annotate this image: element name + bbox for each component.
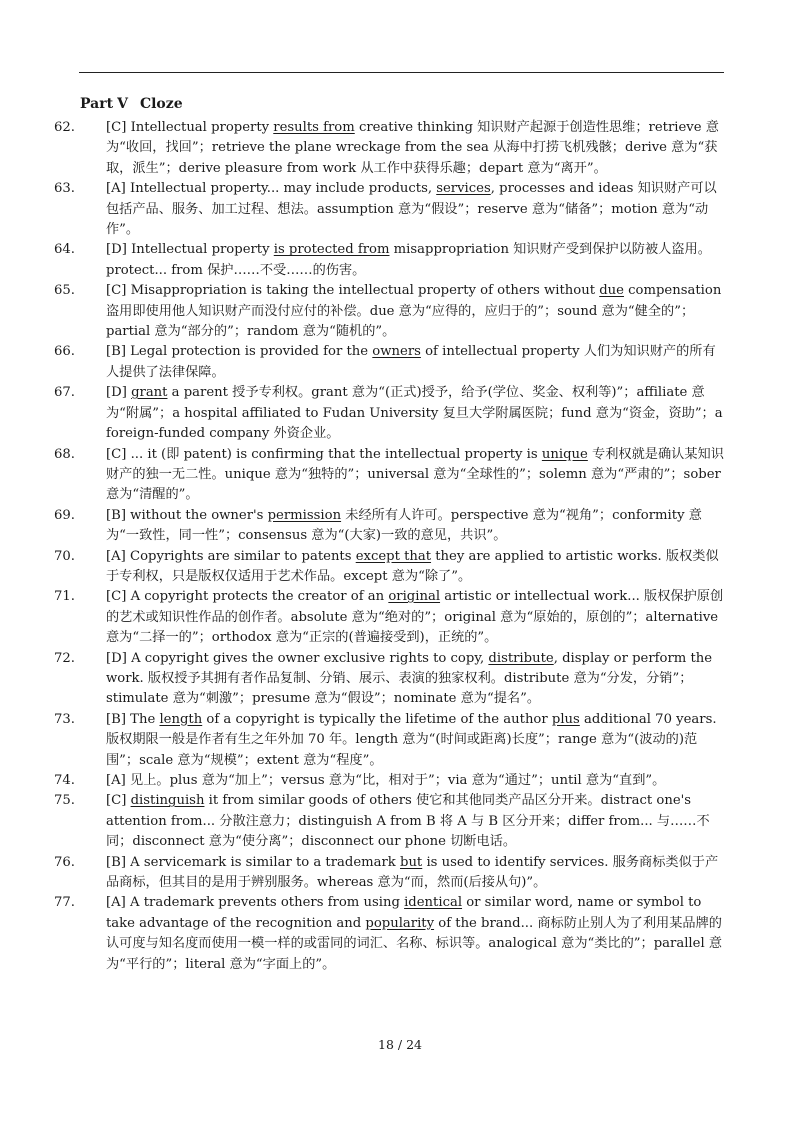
answer-keyword: results from bbox=[273, 120, 355, 135]
answer-item bbox=[54, 383, 726, 444]
answer-letter: [C] bbox=[106, 589, 127, 605]
explanation-text: they are applied to artistic works. 版权类似于专利权，只是版权仅适用于艺术作品。except 意为“除了”。 bbox=[106, 548, 719, 584]
item-number: 65. bbox=[54, 283, 75, 299]
answer-letter: [B] bbox=[106, 344, 126, 360]
answer-letter: [A] bbox=[106, 895, 126, 911]
answer-keyword: popularity bbox=[365, 915, 435, 931]
item-number: 70. bbox=[54, 548, 75, 564]
answer-item bbox=[54, 240, 726, 281]
item-number: 77. bbox=[54, 895, 75, 911]
answer-letter: [C] bbox=[106, 446, 127, 462]
answer-item bbox=[54, 710, 726, 771]
section-title: Cloze bbox=[139, 96, 183, 112]
answer-letter: [C] bbox=[106, 283, 127, 299]
explanation-text: The bbox=[125, 711, 160, 727]
explanation-text: Intellectual property bbox=[126, 120, 274, 135]
explanation-text: a parent 授予专利权。grant 意为“(正式)授予，给予(学位、奖金、权利等)”；affiliate 意为“附属”；a hospital affiliated to Fudan University 复旦大学附属医院；fund 意为“资金，资助”；a foreign-funded company 外资企业。 bbox=[106, 385, 723, 442]
item-number: 67. bbox=[54, 385, 75, 401]
item-number: 68. bbox=[54, 446, 75, 462]
item-number: 73. bbox=[54, 711, 75, 727]
page-number: 18 / 24 bbox=[378, 1037, 422, 1052]
answer-keyword: length bbox=[159, 711, 203, 727]
answer-keyword: original bbox=[388, 589, 441, 605]
explanation-text: Misappropriation is taking the intellectual property of others without bbox=[126, 283, 600, 299]
explanation-text: compensation 盗用即使用他人知识财产而没付应付的补偿。due 意为“应得的，应归于的”；sound 意为“健全的”；partial 意为“部分的”；random 意为“随机的”。 bbox=[106, 283, 722, 340]
answer-item bbox=[54, 179, 726, 240]
explanation-text: 见上。plus 意为“加上”；versus 意为“比，相对于”；via 意为“通过”；until 意为“直到”。 bbox=[125, 773, 666, 788]
answer-item bbox=[54, 893, 726, 975]
item-number: 76. bbox=[54, 854, 75, 870]
answer-item bbox=[54, 118, 726, 179]
item-number: 69. bbox=[54, 507, 75, 523]
item-number: 74. bbox=[54, 773, 75, 788]
item-number: 63. bbox=[54, 181, 75, 197]
explanation-text: Intellectual property... may include products, bbox=[125, 181, 437, 197]
explanation-text: 专利权就是确认某知识财产的独一无二性。unique 意为“独特的”；universal 意为“全球性的”；solemn 意为“严肃的”；sober 意为“清醒的”。 bbox=[106, 446, 724, 503]
answer-keyword: services bbox=[436, 181, 491, 197]
explanation-text: , processes and ideas 知识财产可以包括产品、服务、加工过程、想法。assumption 意为“假设”；reserve 意为“储备”；motion 意为“动作”。 bbox=[106, 181, 717, 238]
item-number: 64. bbox=[54, 242, 75, 258]
answer-item bbox=[54, 791, 726, 852]
answer-list bbox=[54, 118, 726, 975]
explanation-text: without the owner's bbox=[125, 507, 268, 523]
answer-keyword: but bbox=[400, 854, 423, 870]
answer-keyword: permission bbox=[267, 507, 342, 523]
explanation-text: Copyrights are similar to patents bbox=[125, 548, 356, 564]
answer-keyword: plus bbox=[551, 711, 580, 727]
answer-item bbox=[54, 649, 726, 710]
explanation-text: Legal protection is provided for the bbox=[125, 344, 373, 360]
explanation-text: A copyright protects the creator of an bbox=[126, 589, 389, 605]
answer-letter: [B] bbox=[106, 507, 126, 523]
answer-letter: [D] bbox=[106, 385, 127, 401]
answer-item bbox=[54, 506, 726, 547]
answer-keyword: distinguish bbox=[130, 793, 205, 809]
answer-letter: [A] bbox=[106, 181, 126, 197]
header-rule bbox=[79, 72, 724, 73]
explanation-text: , display or perform the work. 版权授予其拥有者作品复制、分销、展示、表演的独家权利。distribute 意为“分发，分销”；stimulate 意为“刺激”；presume 意为“假设”；nominate 意为“提名”。 bbox=[106, 650, 713, 707]
answer-letter: [D] bbox=[106, 650, 127, 666]
section-part: Part bbox=[80, 96, 114, 112]
explanation-text: or similar word, name or symbol to take advantage of the recognition and bbox=[106, 895, 702, 931]
answer-item bbox=[54, 547, 726, 588]
explanation-text: additional 70 years. 版权期限一般是作者有生之年外加 70 年。length 意为“(时间或距离)长度”；range 意为“(波动的)范围”；scale 意为“规模”；extent 意为“程度”。 bbox=[106, 711, 717, 768]
item-number: 62. bbox=[54, 120, 75, 135]
explanation-text: A trademark prevents others from using bbox=[125, 895, 405, 911]
section-roman: Ⅴ bbox=[117, 96, 128, 112]
explanation-text: Intellectual property bbox=[126, 242, 274, 258]
answer-keyword: distribute bbox=[488, 650, 554, 666]
answer-item bbox=[54, 771, 726, 791]
answer-item bbox=[54, 342, 726, 383]
answer-letter: [C] bbox=[106, 793, 127, 809]
explanation-text: A servicemark is similar to a trademark bbox=[125, 854, 400, 870]
explanation-text: misappropriation 知识财产受到保护以防被人盗用。protect... from 保护……不受……的伤害。 bbox=[106, 242, 711, 278]
answer-keyword: except that bbox=[355, 548, 432, 564]
item-number: 72. bbox=[54, 650, 75, 666]
explanation-text: creative thinking 知识财产起源于创造性思维；retrieve 意为“收回，找回”；retrieve the plane wreckage from the sea 从海中打捞飞机残骸；derive 意为“获取，派生”；derive pleasure from work 从工作中获得乐趣；depart 意为“离开”。 bbox=[106, 120, 719, 176]
answer-keyword: unique bbox=[541, 446, 588, 462]
item-number: 66. bbox=[54, 344, 75, 360]
explanation-text: it from similar goods of others 使它和其他同类产品区分开来。distract one's attention from... 分散注意力；distinguish A from B 将 A 与 B 区分开来；differ from... 与……不同；disconnect 意为“使分离”；disconnect our phone 切断电话。 bbox=[106, 793, 710, 850]
answer-letter: [C] bbox=[106, 120, 127, 135]
explanation-text: of intellectual property 人们为知识财产的所有人提供了法律保障。 bbox=[106, 344, 716, 380]
answer-keyword: due bbox=[599, 283, 624, 299]
answer-keyword: owners bbox=[372, 344, 421, 360]
answer-keyword: grant bbox=[131, 385, 168, 401]
answer-item bbox=[54, 445, 726, 506]
section-heading bbox=[80, 96, 183, 112]
answer-letter: [A] bbox=[106, 548, 126, 564]
answer-keyword: is protected from bbox=[273, 242, 390, 258]
answer-letter: [A] bbox=[106, 773, 126, 788]
answer-item bbox=[54, 587, 726, 648]
explanation-text: of a copyright is typically the lifetime of the author bbox=[202, 711, 552, 727]
answer-item bbox=[54, 281, 726, 342]
item-number: 75. bbox=[54, 793, 75, 809]
explanation-text: of the brand... 商标防止别人为了利用某品牌的认可度与知名度而使用一模一样的或雷同的词汇、名称、标识等。analogical 意为“类比的”；parallel 意为“平行的”；literal 意为“字面上的”。 bbox=[106, 915, 723, 972]
explanation-text: 未经所有人许可。perspective 意为“视角”；conformity 意为“一致性，同一性”；consensus 意为“(大家)一致的意见，共识”。 bbox=[106, 507, 702, 544]
answer-keyword: identical bbox=[404, 895, 463, 911]
explanation-text: is used to identify services. 服务商标类似于产品商标，但其目的是用于辨别服务。whereas 意为“而，然而(后接从句)”。 bbox=[106, 854, 719, 891]
answer-letter: [D] bbox=[106, 242, 127, 258]
explanation-text: A copyright gives the owner exclusive rights to copy, bbox=[126, 650, 489, 666]
answer-letter: [B] bbox=[106, 711, 126, 727]
item-number: 71. bbox=[54, 589, 75, 605]
explanation-text: artistic or intellectual work... 版权保护原创的艺术或知识性作品的创作者。absolute 意为“绝对的”；original 意为“原始的，原创的”；alternative 意为“二择一的”；orthodox 意为“正宗的(普遍接受到)，正统的”。 bbox=[106, 589, 724, 646]
answer-item bbox=[54, 853, 726, 894]
explanation-text: ... it (即 patent) is confirming that the intellectual property is bbox=[126, 446, 542, 462]
answer-letter: [B] bbox=[106, 854, 126, 870]
